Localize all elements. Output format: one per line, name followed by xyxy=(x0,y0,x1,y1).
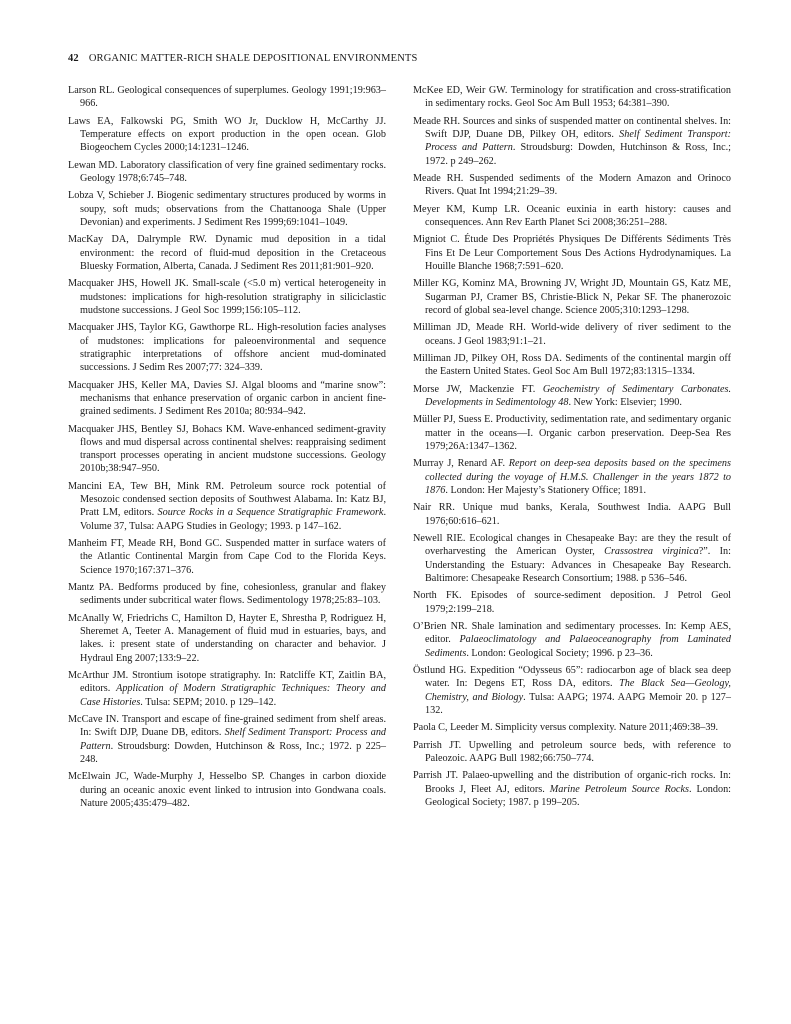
reference-text: . London: Geological Society; 1987. p 199–205. xyxy=(425,783,731,808)
reference-text: McCave IN. Transport and escape of fine-grained sediment from shelf areas. In: Swift DJP, Duane DB, editors. xyxy=(68,714,386,739)
reference-text: Mancini EA, Tew BH, Mink RM. Petroleum source rock potential of Mesozoic condensed section deposits of Southwest Alabama. In: Katz BJ, Pratt LM, editors. xyxy=(68,480,386,519)
reference-text: Paola C, Leeder M. Simplicity versus complexity. Nature 2011;469:38–39. xyxy=(413,722,719,734)
reference-entry xyxy=(413,721,731,734)
reference-entry xyxy=(68,321,386,374)
reference-text: Newell RIE. Ecological changes in Chesapeake Bay: are they the result of overharvesting the American Oyster, xyxy=(413,533,731,558)
reference-text: . Tulsa: AAPG; 1974. AAPG Memoir 20. p 127–132. xyxy=(425,691,731,716)
reference-text: . London: Her Majesty’s Stationery Office; 1891. xyxy=(445,484,647,496)
reference-entry xyxy=(68,669,386,709)
reference-italic-title: Shelf Sediment Transport: Process and Pattern xyxy=(425,128,732,154)
reference-text: Mantz PA. Bedforms produced by fine, cohesionless, granular and flakey sediments under subcritical water flows. Sedimentology 1978;25:83–103. xyxy=(68,582,386,607)
reference-text: Müller PJ, Suess E. Productivity, sedimentation rate, and sedimentary organic matter in the oceans—I. Organic carbon preservation. Deep-Sea Res 1979;26A:1347–1362. xyxy=(413,414,731,452)
reference-entry xyxy=(413,664,731,717)
reference-italic-title: Shelf Sediment Transport: Process and Pattern xyxy=(80,727,387,752)
reference-text: Larson RL. Geological consequences of superplumes. Geology 1991;19:963–966. xyxy=(68,85,386,110)
reference-text: Morse JW, Mackenzie FT. xyxy=(413,383,543,395)
reference-entry xyxy=(413,203,731,230)
reference-text: MacKay DA, Dalrymple RW. Dynamic mud deposition in a tidal environment: the record of fluid-mud deposition in the Cretaceous Bluesky Formation, Alberta, Canada. J Sediment Res 2011;81:901–920. xyxy=(68,234,386,272)
reference-text: Laws EA, Falkowski PG, Smith WO Jr, Ducklow H, McCarthy JJ. Temperature effects on export production in the open ocean. Glob Biogeochem Cycles 2000;14:1231–1246. xyxy=(68,115,386,154)
reference-entry xyxy=(68,612,386,665)
reference-entry xyxy=(413,769,731,809)
reference-entry xyxy=(413,532,731,585)
reference-text: Milliman JD, Pilkey OH, Ross DA. Sediments of the continental margin off the Eastern United States. Geol Soc Am Bull 1972;83:1315–1334. xyxy=(413,353,731,378)
reference-text: Parrish JT. Upwelling and petroleum source beds, with reference to Paleozoic. AAPG Bull 1982;66:750–774. xyxy=(413,739,731,764)
reference-text: McAnally W, Friedrichs C, Hamilton D, Hayter E, Shrestha P, Rodriguez H, Sheremet A, Teeter A. Management of fluid mud in estuaries, bays, and lakes. i: present state of understanding on character and behavior. J Hydraul Eng 2007;133:9–22. xyxy=(68,612,386,664)
reference-entry xyxy=(413,501,731,528)
reference-entry xyxy=(413,739,731,766)
reference-text: Nair RR. Unique mud banks, Kerala, Southwest India. AAPG Bull 1976;60:616–621. xyxy=(413,502,731,527)
reference-entry xyxy=(413,383,731,410)
reference-entry xyxy=(413,277,731,317)
reference-entry xyxy=(413,620,731,660)
page-number: 42 xyxy=(68,53,79,64)
reference-entry xyxy=(413,413,731,453)
reference-text: . Stroudsburg: Dowden, Hutchinson & Ross, Inc.; 1972. p 249–262. xyxy=(425,142,731,167)
reference-entry xyxy=(413,233,731,273)
reference-text: ?”. In: Understanding the Estuary: Advances in Chesapeake Bay Research. Baltimore: Chesapeake Research Consortium; 1988. p 536–546. xyxy=(425,546,731,584)
running-header xyxy=(68,53,748,64)
reference-entry xyxy=(413,352,731,379)
reference-text: Meade RH. Suspended sediments of the Modern Amazon and Orinoco Rivers. Quat Int 1994;21:29–39. xyxy=(413,172,731,198)
reference-text: . London: Geological Society; 1996. p 23–36. xyxy=(466,647,653,659)
reference-text: Macquaker JHS, Taylor KG, Gawthorpe RL. High-resolution facies analyses of mudstones: implications for paleoenvironmental and sequence stratigraphic interpretations of offshore ancient mud-dominated successions. J Sedim Res 2007;77: 324–339. xyxy=(68,322,386,374)
reference-text: McElwain JC, Wade-Murphy J, Hesselbo SP. Changes in carbon dioxide during an oceanic anoxic event linked to intrusion into Gondwana coals. Nature 2005;435:479–482. xyxy=(68,771,386,809)
reference-entry xyxy=(68,480,386,533)
reference-italic-title: Source Rocks in a Sequence Stratigraphic Framework xyxy=(157,507,384,519)
reference-text: North FK. Episodes of source-sediment deposition. J Petrol Geol 1979;2:199–218. xyxy=(413,590,731,615)
reference-text: Östlund HG. Expedition “Odysseus 65”: radiocarbon age of black sea deep water. In: Degens ET, Ross DA, editors. xyxy=(413,664,731,690)
reference-entry xyxy=(413,321,731,348)
reference-text: Milliman JD, Meade RH. World-wide delivery of river sediment to the oceans. J Geol 1983;91:1–21. xyxy=(413,322,731,347)
reference-text: Murray J, Renard AF. xyxy=(413,458,509,470)
reference-italic-title: Marine Petroleum Source Rocks xyxy=(549,783,689,795)
reference-italic-title: Application of Modern Stratigraphic Techniques: Theory and Case Histories xyxy=(80,683,386,708)
reference-text: Macquaker JHS, Bentley SJ, Bohacs KM. Wave-enhanced sediment-gravity flows and mud dispersal across continental shelves: reappraising sediment transport processes operating in ancient mudstone successions. Geology 2010b;38:947–950. xyxy=(68,423,386,475)
running-title: ORGANIC MATTER-RICH SHALE DEPOSITIONAL ENVIRONMENTS xyxy=(88,53,418,64)
reference-italic-title: Crassostrea virginica xyxy=(604,546,699,558)
reference-text: Meade RH. Sources and sinks of suspended matter on continental shelves. In: Swift DJP, Duane DB, Pilkey OH, editors. xyxy=(413,115,731,140)
reference-entry xyxy=(68,115,386,155)
reference-column-left xyxy=(68,84,386,814)
reference-text: Lobza V, Schieber J. Biogenic sedimentary structures produced by worms in soupy, soft muds; observations from the Chattanooga Shale (Upper Devonian) and experiments. J Sediment Res 1999;69:1041–1049. xyxy=(68,190,386,228)
reference-entry xyxy=(413,172,731,199)
reference-entry xyxy=(68,581,386,608)
reference-text: McArthur JM. Strontium isotope stratigraphy. In: Ratcliffe KT, Zaitlin BA, editors. xyxy=(68,670,386,695)
reference-text: Manheim FT, Meade RH, Bond GC. Suspended matter in surface waters of the Atlantic Continental Margin from Cape Cod to the Florida Keys. Science 1970;167:371–376. xyxy=(68,538,386,576)
reference-entry xyxy=(68,159,386,186)
reference-text: O’Brien NR. Shale lamination and sedimentary processes. In: Kemp AES, editor. xyxy=(413,621,731,646)
reference-entry xyxy=(413,84,731,111)
reference-text: Migniot C. Étude Des Propriétés Physiques De Différents Sédiments Très Fins Et De Leur Comportement Sous Des Actions Hydrodynamiques. La Houille Blanche 1968;7:591–620. xyxy=(413,234,731,272)
reference-entry xyxy=(68,189,386,229)
reference-entry xyxy=(413,115,731,168)
reference-entry xyxy=(68,233,386,273)
reference-text: Lewan MD. Laboratory classification of very fine grained sedimentary rocks. Geology 1978;6:745–748. xyxy=(68,159,386,184)
reference-text: McKee ED, Weir GW. Terminology for stratification and cross-stratification in sedimentary rocks. Geol Soc Am Bull 1953; 64:381–390. xyxy=(413,85,731,110)
reference-text: . Volume 37, Tulsa: AAPG Studies in Geology; 1993. p 147–162. xyxy=(80,507,386,532)
reference-text: Macquaker JHS, Keller MA, Davies SJ. Algal blooms and “marine snow”: mechanisms that enhance preservation of organic carbon in ancient fine-grained sediments. J Sediment Res 2010a; 80:934–942. xyxy=(68,379,386,418)
reference-entry xyxy=(68,277,386,317)
reference-text: . Stroudsburg: Dowden, Hutchinson & Ross, Inc.; 1972. p 225–248. xyxy=(80,740,386,765)
reference-italic-title: Palaeoclimatology and Palaeoceanography from Laminated Sediments xyxy=(425,634,731,659)
reference-italic-title: Report on deep-sea deposits based on the specimens collected during the voyage of H.M.S. Challenger in the years 1872 to 1876 xyxy=(425,458,731,496)
reference-entry xyxy=(68,713,386,766)
reference-entry xyxy=(68,423,386,476)
reference-italic-title: The Black Sea—Geology, Chemistry, and Biology xyxy=(425,678,731,703)
reference-entry xyxy=(68,379,386,419)
reference-entry xyxy=(413,589,731,616)
reference-text: Miller KG, Kominz MA, Browning JV, Wright JD, Mountain GS, Katz ME, Sugarman PJ, Cramer BS, Christie-Blick N, Pekar SF. The phanerozoic record of global sea-level change. Science 2005;310:1293–1298. xyxy=(413,278,731,316)
reference-text: Parrish JT. Palaeo-upwelling and the distribution of organic-rich rocks. In: Brooks J, Fleet AJ, editors. xyxy=(413,770,731,795)
reference-text: Meyer KM, Kump LR. Oceanic euxinia in earth history: causes and consequences. Ann Rev Earth Planet Sci 2008;36:251–288. xyxy=(413,203,731,228)
reference-entry xyxy=(413,457,731,497)
reference-column-right xyxy=(413,84,731,813)
reference-text: . New York: Elsevier; 1990. xyxy=(568,396,682,408)
reference-entry xyxy=(68,537,386,577)
reference-entry xyxy=(68,770,386,810)
reference-text: . Tulsa: SEPM; 2010. p 129–142. xyxy=(140,696,277,708)
reference-italic-title: Geochemistry of Sedimentary Carbonates. Developments in Sedimentology 48 xyxy=(425,383,731,408)
reference-text: Macquaker JHS, Howell JK. Small-scale (<5.0 m) vertical heterogeneity in mudstones: implications for high-resolution stratigraphy in siliciclastic mudstone successions. J Geol Soc 1999;156:105–112. xyxy=(68,278,386,316)
reference-entry xyxy=(68,84,386,111)
